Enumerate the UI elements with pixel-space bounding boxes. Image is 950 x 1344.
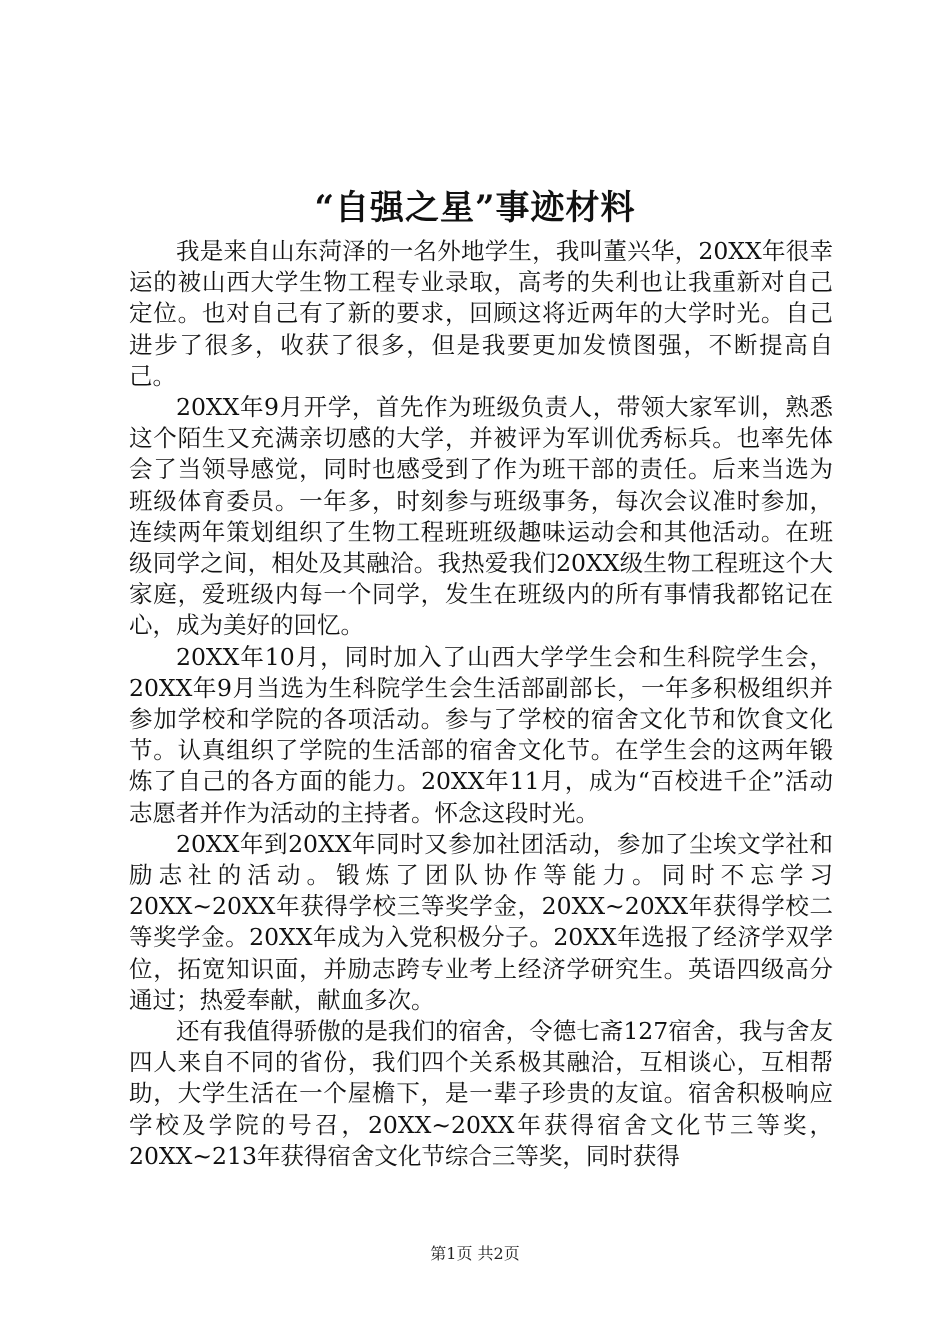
paragraph: 20XX年10月，同时加入了山西大学学生会和生科院学生会，20XX年9月当选为生科院学生会生活部副部长，一年多积极组织并参加学校和学院的各项活动。参与了学校的宿舍文化节和饮食文化节。认真组织了学院的生活部的宿舍文化节。在学生会的这两年锻炼了自己的各方面的能力。20XX年11月，成为“百校进千企”活动志愿者并作为活动的主持者。怀念这段时光。	[129, 642, 833, 827]
paragraph: 20XX年9月开学，首先作为班级负责人，带领大家军训，熟悉这个陌生又充满亲切感的大学，并被评为军训优秀标兵。也率先体会了当领导感觉，同时也感受到了作为班干部的责任。后来当选为班级体育委员。一年多，时刻参与班级事务，每次会议准时参加，连续两年策划组织了生物工程班班级趣味运动会和其他活动。在班级同学之间，相处及其融洽。我热爱我们20XX级生物工程班这个大家庭，爱班级内每一个同学，发生在班级内的所有事情我都铭记在心，成为美好的回忆。	[129, 393, 833, 640]
paragraph: 20XX年到20XX年同时又参加社团活动，参加了尘埃文学社和励志社的活动。锻炼了团队协作等能力。同时不忘学习20XX~20XX年获得学校三等奖学金，20XX~20XX年获得学校二等奖学金。20XX年成为入党积极分子。20XX年选报了经济学双学位，拓宽知识面，并励志跨专业考上经济学研究生。英语四级高分通过；热爱奉献，献血多次。	[129, 829, 833, 1014]
page-number-footer: 第1页 共2页	[430, 1244, 520, 1263]
document-body	[129, 236, 833, 1172]
paragraph: 我是来自山东菏泽的一名外地学生，我叫董兴华，20XX年很幸运的被山西大学生物工程专业录取，高考的失利也让我重新对自己定位。也对自己有了新的要求，回顾这将近两年的大学时光。自己进步了很多，收获了很多，但是我要更加发愤图强，不断提高自己。	[129, 237, 833, 390]
paragraph: 还有我值得骄傲的是我们的宿舍，令德七斋127宿舍，我与舍友四人来自不同的省份，我们四个关系极其融洽，互相谈心，互相帮助，大学生活在一个屋檐下，是一辈子珍贵的友谊。宿舍积极响应学校及学院的号召，20XX~20XX年获得宿舍文化节三等奖，20XX~213年获得宿舍文化节综合三等奖，同时获得	[129, 1017, 833, 1170]
document-title: “自强之星”事迹材料	[314, 188, 636, 228]
